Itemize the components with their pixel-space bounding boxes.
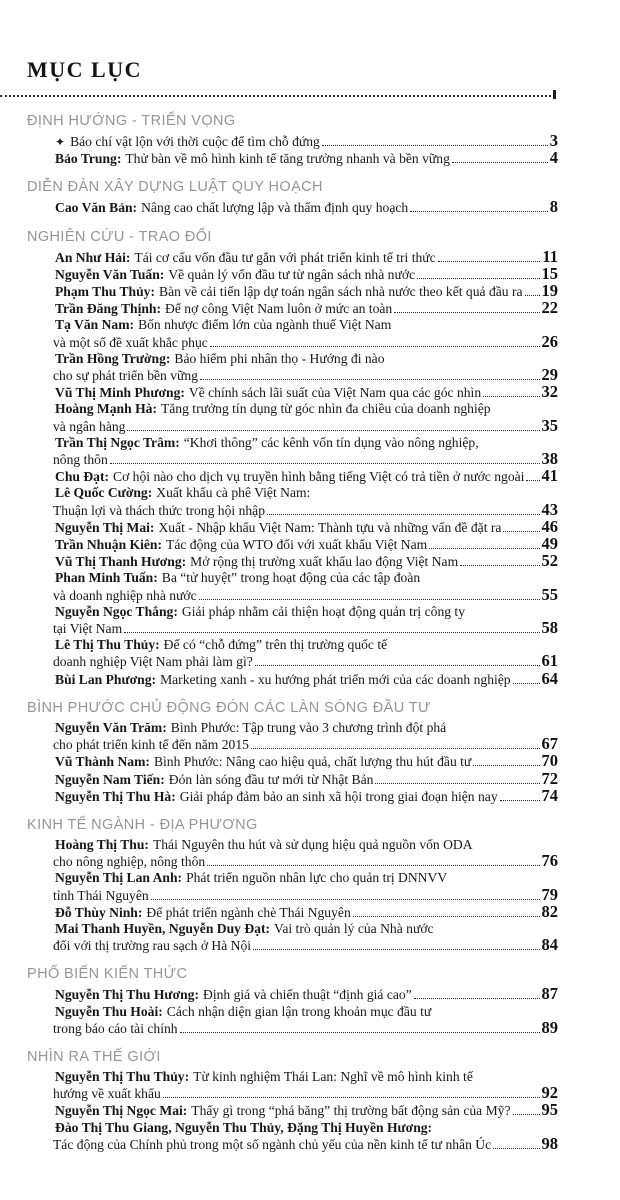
entry-page-number: 15 (541, 263, 558, 283)
entry-title-text: đối với thị trường rau sạch ở Hà Nội (53, 938, 252, 954)
entry-title-text: nông thôn (53, 452, 108, 468)
entry-title-text: cho sự phát triển bền vững (53, 368, 198, 384)
dot-leader (207, 865, 539, 866)
dot-leader (483, 396, 539, 397)
entry-author: Vũ Thị Thanh Hương: (55, 554, 187, 570)
toc-entry-line (27, 604, 558, 620)
entry-title-text: Giải pháp nhằm cải thiện hoạt động quản trị công ty (181, 603, 466, 619)
dotted-rule (0, 95, 555, 97)
entry-page-number: 61 (541, 651, 558, 671)
dot-leader (163, 1097, 540, 1098)
section-entries (27, 199, 558, 216)
toc-entry-line (27, 351, 558, 367)
toc-entry-line (27, 1069, 558, 1085)
toc-entry-line (27, 620, 558, 637)
dot-leader (493, 1148, 539, 1149)
entry-title-text: Từ kinh nghiệm Thái Lan: Nghĩ về mô hình kinh tế (193, 1068, 473, 1084)
section-title: DIỄN ĐÀN XÂY DỰNG LUẬT QUY HOẠCH (27, 179, 323, 196)
entry-page-number: 92 (541, 1083, 558, 1103)
entry-author: Nguyễn Ngọc Thắng: (55, 603, 178, 619)
toc-entry-line (27, 317, 558, 333)
entry-page-number: 26 (541, 331, 558, 351)
entry-page-number: 8 (549, 197, 558, 217)
rule-end-tick-icon (553, 90, 556, 99)
entry-title-text: cho nông nghiệp, nông thôn (53, 854, 206, 870)
toc-entry-line (27, 468, 558, 485)
section-title: KINH TẾ NGÀNH - ĐỊA PHƯƠNG (27, 816, 258, 833)
star-bullet-icon: ✦ (55, 135, 66, 149)
entry-title-text: Xuất - Nhập khẩu Việt Nam: Thành tựu và những vấn đề đặt ra (158, 519, 502, 535)
toc-entry-line (27, 435, 558, 451)
toc-entry-line (27, 536, 558, 553)
entry-page-number: 38 (541, 449, 558, 469)
dot-leader (503, 531, 539, 532)
entry-page-number: 70 (541, 751, 558, 771)
section-title: BÌNH PHƯỚC CHỦ ĐỘNG ĐÓN CÁC LÀN SÓNG ĐẦU TƯ (27, 699, 431, 716)
entry-title-text: Về chính sách lãi suất của Việt Nam qua các góc nhìn (188, 385, 482, 401)
entry-author: Nguyễn Thị Lan Anh: (55, 870, 183, 886)
entry-author: Bùi Lan Phương: (55, 671, 157, 687)
entry-author: Chu Đạt: (55, 469, 110, 485)
entry-author: Trần Thị Ngọc Trâm: (55, 434, 180, 450)
toc-entry-line (27, 1120, 558, 1136)
toc-entry-line (27, 986, 558, 1003)
entry-title-text: Ba “tử huyệt” trong hoạt động của các tập đoàn (161, 570, 421, 586)
dot-leader (151, 899, 540, 900)
entry-title-text: Tái cơ cấu vốn đầu tư gắn với phát triển kinh tế tri thức (134, 249, 436, 265)
section-entries (27, 133, 558, 167)
dot-leader (375, 783, 539, 784)
toc-entry-line (27, 653, 558, 670)
toc-section-5 (27, 817, 558, 954)
entry-author: Trần Đăng Thịnh: (55, 301, 162, 317)
toc-entry-line (27, 499, 558, 519)
entry-author: Vũ Thị Minh Phương: (55, 385, 185, 401)
dot-leader (438, 261, 541, 262)
entry-author: Nguyễn Văn Tuấn: (55, 266, 165, 282)
entry-title-text: tỉnh Thái Nguyên (53, 887, 149, 903)
toc-entry-line (27, 331, 558, 351)
entry-title-text: Xuất khẩu cà phê Việt Nam: (156, 485, 311, 501)
entry-page-number: 49 (541, 534, 558, 554)
section-entries (27, 246, 558, 688)
entry-title-text: Marketing xanh - xu hướng phát triển mới của các doanh nghiệp (160, 671, 511, 687)
dot-leader (251, 748, 540, 749)
dot-leader (253, 949, 539, 950)
entry-title-text: Cách nhận diện gian lận trong khoản mục đầu tư (166, 1003, 432, 1019)
entry-page-number: 3 (549, 131, 558, 150)
entry-page-number: 19 (541, 281, 558, 301)
entry-title-text: Tác động của WTO đối với xuất khẩu Việt Nam (166, 537, 428, 553)
dot-leader (394, 312, 539, 313)
toc-entry-line (27, 937, 558, 954)
entry-author: Nguyễn Thị Thu Thủy: (55, 1068, 190, 1084)
toc-entry-line (27, 133, 558, 150)
entry-page-number: 22 (541, 298, 558, 318)
dot-leader (410, 211, 548, 212)
entry-title-text: Định giá và chiến thuật “định giá cao” (203, 987, 412, 1003)
toc-entry-line (27, 736, 558, 753)
entry-author: Nguyễn Thị Mai: (55, 519, 155, 535)
toc-entry-line (27, 553, 558, 570)
entry-author: Nguyễn Thị Thu Hương: (55, 987, 200, 1003)
entry-title-text: Nâng cao chất lượng lập và thẩm định quy hoạch (141, 200, 409, 216)
entry-author: Phạm Thu Thủy: (55, 284, 155, 300)
dot-leader (124, 632, 539, 633)
entry-author: Đỗ Thùy Ninh: (55, 904, 143, 920)
section-entries (27, 720, 558, 805)
entry-author: Trần Nhuận Kiên: (55, 537, 163, 553)
section-title: ĐỊNH HƯỚNG - TRIỂN VỌNG (27, 113, 236, 129)
toc-entry-line (27, 199, 558, 216)
entry-page-number: 52 (541, 551, 558, 571)
page-title: MỤC LỤC (27, 57, 142, 82)
entry-title-text: và ngân hàng (53, 418, 126, 434)
dot-leader (525, 295, 540, 296)
entry-author: Hoàng Mạnh Hà: (55, 401, 157, 417)
toc-entry-line (27, 300, 558, 317)
entry-page-number: 32 (541, 382, 558, 402)
dot-leader (452, 162, 548, 163)
entry-page-number: 89 (541, 1017, 558, 1037)
entry-title-text: Để nợ công Việt Nam luôn ở mức an toàn (165, 301, 393, 317)
entry-author: Đào Thị Thu Giang, Nguyễn Thu Thủy, Đặng Thị Huyền Hương: (55, 1119, 433, 1135)
toc-entry-line (27, 401, 558, 417)
toc-section-2 (27, 179, 558, 216)
entry-page-number: 58 (541, 618, 558, 638)
toc-entry-line (27, 785, 558, 805)
toc-entry-line (27, 516, 558, 536)
toc-entry-line (27, 870, 558, 886)
toc-entry-line (27, 584, 558, 604)
entry-author: Nguyễn Thu Hoài: (55, 1003, 163, 1019)
entry-author: Phan Minh Tuấn: (55, 570, 158, 586)
entry-page-number: 67 (541, 734, 558, 754)
dot-leader (513, 1114, 540, 1115)
dot-leader (460, 565, 539, 566)
dot-leader (199, 599, 540, 600)
entry-title-text: Mở rộng thị trường xuất khẩu lao động Việt Nam (190, 554, 459, 570)
dot-leader (127, 430, 539, 431)
entry-page-number: 46 (541, 516, 558, 536)
section-title: NGHIÊN CỨU - TRAO ĐỔI (27, 228, 212, 245)
section-entries (27, 986, 558, 1037)
entry-title-text: Vai trò quản lý của Nhà nước (274, 920, 434, 936)
entry-author: Lê Quốc Cường: (55, 485, 153, 501)
section-title: PHỔ BIẾN KIẾN THỨC (27, 966, 188, 983)
entry-page-number: 4 (549, 148, 558, 168)
entry-title-text: Phát triển nguồn nhân lực cho quản trị DNNVV (186, 870, 448, 886)
dot-leader (429, 548, 539, 549)
dot-leader (526, 480, 539, 481)
toc-entry-line (27, 367, 558, 384)
entry-title-text: Báo chí vật lộn với thời cuộc để tìm chỗ đứng (70, 134, 320, 149)
section-title: NHÌN RA THẾ GIỚI (27, 1048, 161, 1065)
entry-title-text: Để có “chỗ đứng” trên thị trường quốc tế (163, 637, 388, 653)
entry-page-number: 29 (541, 365, 558, 385)
entry-title-text: Giải pháp đảm bảo an sinh xã hội trong giai đoạn hiện nay (179, 788, 498, 804)
entry-page-number: 74 (541, 785, 558, 805)
toc-entry-line (27, 921, 558, 937)
toc-entry-line (27, 283, 558, 300)
toc-entry-line (27, 884, 558, 904)
toc-entry-line (27, 1085, 558, 1102)
entry-title-text: hướng về xuất khẩu (53, 1086, 161, 1102)
toc-entry-line (27, 384, 558, 401)
entry-author: Tạ Văn Nam: (55, 317, 135, 333)
entry-title-text: Bình Phước: Nâng cao hiệu quả, chất lượng thu hút đầu tư (153, 754, 472, 770)
entry-title-text: “Khơi thông” các kênh vốn tín dụng vào nông nghiệp, (183, 434, 479, 450)
dot-leader (322, 145, 548, 146)
toc-entry-line (27, 637, 558, 653)
toc-entry-line (27, 485, 558, 501)
dot-leader (180, 1032, 540, 1033)
entry-author: Nguyễn Thị Ngọc Mai: (55, 1103, 188, 1119)
entry-author: Mai Thanh Huyền, Nguyễn Duy Đạt: (55, 920, 271, 936)
entry-page-number: 64 (541, 668, 558, 688)
toc-entry-line (27, 837, 558, 853)
toc-entry-line (27, 1004, 558, 1020)
section-entries (27, 1069, 558, 1153)
dot-leader (255, 665, 540, 666)
dot-leader (210, 346, 540, 347)
toc-entry-line (27, 415, 558, 435)
toc-section-3 (27, 229, 558, 688)
toc-entry-line (27, 451, 558, 468)
entry-title-text: Bốn nhược điểm lớn của ngành thuế Việt Nam (138, 317, 392, 333)
toc-entry-line (27, 1017, 558, 1037)
toc-section-7 (27, 1049, 558, 1153)
entry-title-text: và một số đề xuất khắc phục (53, 334, 208, 350)
entry-page-number: 76 (541, 851, 558, 871)
entry-title-text: Bảo hiểm phi nhân thọ - Hướng đi nào (174, 350, 385, 366)
entry-author: Vũ Thành Nam: (55, 754, 150, 770)
dot-leader (353, 916, 540, 917)
entry-author: Nguyễn Thị Thu Hà: (55, 788, 176, 804)
entry-author: Hoàng Thị Thu: (55, 836, 149, 852)
entry-page-number: 72 (541, 768, 558, 788)
entry-page-number: 41 (541, 466, 558, 486)
entry-title-text: Thuận lợi và thách thức trong hội nhập (53, 502, 265, 518)
entry-page-number: 55 (541, 584, 558, 604)
toc-entry-line (27, 1102, 558, 1119)
entry-page-number: 87 (541, 984, 558, 1004)
toc-entry-line (27, 901, 558, 921)
toc-entry-line (27, 768, 558, 788)
toc-entry-line (27, 720, 558, 736)
entry-title-text: Tác động của Chính phủ trong một số ngành chủ yếu của nền kinh tế tư nhân Úc (53, 1136, 492, 1152)
entry-title-text: Bình Phước: Tập trung vào 3 chương trình đột phá (170, 719, 447, 735)
entry-title-text: Thử bàn về mô hình kinh tế tăng trưởng nhanh và bền vững (125, 151, 450, 167)
entry-title-text: trong báo cáo tài chính (53, 1020, 178, 1036)
dot-leader (267, 514, 540, 515)
entry-page-number: 95 (541, 1100, 558, 1120)
entry-title-text: Tăng trưởng tín dụng từ góc nhìn đa chiều của doanh nghiệp (160, 401, 491, 417)
entry-title-text: Về quản lý vốn đầu tư từ ngân sách nhà nước (168, 266, 416, 282)
dot-leader (200, 379, 540, 380)
dot-leader (513, 683, 540, 684)
entry-title-text: Đón làn sóng đầu tư mới từ Nhật Bản (168, 771, 374, 787)
entry-author: Cao Văn Bản: (55, 200, 138, 216)
dot-leader (414, 998, 540, 999)
section-entries (27, 837, 558, 954)
entry-title-text: và doanh nghiệp nhà nước (53, 587, 197, 603)
entry-page-number: 98 (541, 1133, 558, 1153)
toc-section-6 (27, 966, 558, 1037)
entry-page-number: 35 (541, 415, 558, 435)
entry-page-number: 43 (541, 499, 558, 519)
entry-title-text: cho phát triển kinh tế đến năm 2015 (53, 737, 249, 753)
toc-entry-line (27, 246, 558, 266)
dot-leader (110, 463, 540, 464)
dot-leader (500, 800, 540, 801)
toc-entry-line (27, 570, 558, 586)
entry-page-number: 11 (542, 246, 558, 266)
entry-page-number: 82 (541, 901, 558, 921)
entry-author: Nguyễn Văn Trăm: (55, 719, 167, 735)
entry-title-text: Bàn về cải tiến lập dự toán ngân sách nhà nước theo kết quả đầu ra (159, 284, 523, 300)
entry-title-text: tại Việt Nam (53, 621, 123, 637)
toc-section-4 (27, 700, 558, 805)
toc-entry-line (27, 853, 558, 870)
entry-title-text: Cơ hội nào cho dịch vụ truyền hình bằng tiếng Việt có trả tiền ở nước ngoài (113, 469, 525, 485)
entry-author: Nguyễn Nam Tiến: (55, 771, 165, 787)
entry-page-number: 84 (541, 935, 558, 955)
entry-title-text: Thấy gì trong “phá băng” thị trường bất động sản của Mỹ? (191, 1103, 511, 1119)
entry-page-number: 79 (541, 884, 558, 904)
entry-author: Bảo Trung: (55, 151, 122, 167)
entry-title-text: Để phát triển ngành chè Thái Nguyên (146, 904, 351, 920)
entry-author: Trần Hồng Trường: (55, 350, 171, 366)
toc-entry-line (27, 753, 558, 770)
toc-section-1 (27, 113, 558, 167)
toc-entry-line (27, 1133, 558, 1153)
entry-author: Lê Thị Thu Thủy: (55, 637, 160, 653)
entry-author: An Như Hải: (55, 249, 131, 265)
entry-title-text: doanh nghiệp Việt Nam phải làm gì? (53, 654, 253, 670)
toc-entry-line (27, 150, 558, 167)
dot-leader (473, 765, 539, 766)
dot-leader (417, 278, 539, 279)
toc-entry-line (27, 668, 558, 688)
entry-title-text: Thái Nguyên thu hút và sử dụng hiệu quả nguồn vốn ODA (152, 836, 473, 852)
toc-entry-line (27, 263, 558, 283)
sections-container (27, 113, 558, 1153)
